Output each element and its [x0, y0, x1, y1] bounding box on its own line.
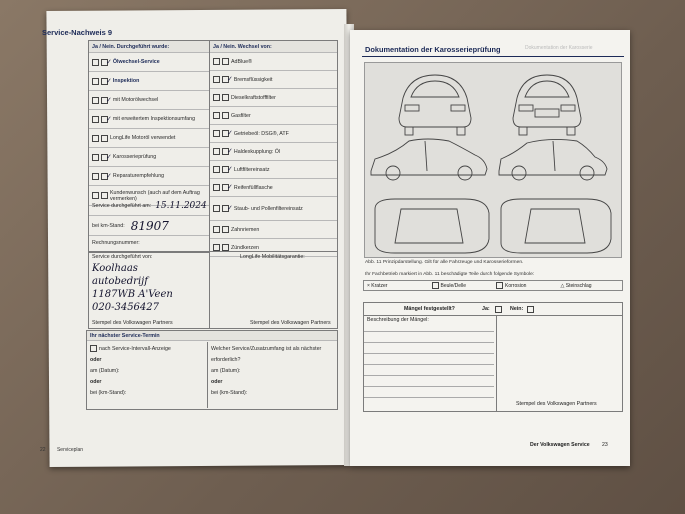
next-service-left-text: oder [90, 357, 102, 363]
next-service-left-text: bei (km-Stand): [90, 390, 127, 396]
right-page-footer-label: Der Volkswagen Service [530, 442, 590, 448]
performed-item-yes-checkbox[interactable] [92, 78, 99, 85]
service-date-row [89, 196, 209, 216]
service-date-value: 15.11.2024 [155, 200, 207, 211]
replaced-item-row [210, 125, 337, 143]
performed-column-header: Ja / Nein. Durchgeführt wurde: [89, 41, 209, 53]
next-service-header: Ihr nächster Service-Termin [87, 331, 337, 341]
stamp-block [88, 252, 338, 329]
description-line [364, 353, 494, 354]
stamp-label-left: Stempel des Volkswagen Partners [92, 320, 173, 326]
next-service-left-text: oder [90, 379, 102, 385]
replaced-item-yes-checkbox[interactable] [213, 184, 220, 191]
replaced-item-label: Bremsflüssigkeit [233, 76, 273, 83]
performed-item-check-mark: ✓ [106, 171, 112, 180]
performed-item-yes-checkbox[interactable] [92, 116, 99, 123]
defects-description-cell[interactable] [364, 315, 497, 411]
performed-item-label: Kundenwunsch (auch auf dem Auftrag vermerken) [110, 189, 200, 202]
handwritten-stamp [92, 262, 173, 314]
replaced-item-check-mark: ✓ [227, 165, 233, 173]
next-service-right-line [211, 377, 331, 388]
replaced-item-label: Luftfiltereinsatz [233, 166, 270, 173]
replaced-item-yes-checkbox[interactable] [213, 226, 220, 233]
performed-item-label: mit erweitertem Inspektionsumfang [112, 116, 196, 122]
replaced-item-label: Dieselkraftstofffilter [231, 94, 276, 101]
legend-corrosion: Korrosion [493, 282, 558, 289]
next-service-left-checkbox[interactable] [90, 345, 97, 352]
defects-label: Mängel festgestellt? [404, 306, 455, 312]
service-date-label: Service durchgeführt am: [92, 202, 152, 209]
performed-by-cell [89, 252, 210, 328]
defects-yes-label: Ja: [482, 306, 490, 312]
km-row [89, 216, 209, 236]
car-rear-view [399, 75, 471, 135]
next-service-right-line [211, 388, 331, 399]
performed-item-row [89, 53, 209, 72]
performed-item-row [89, 167, 209, 186]
replaced-item-check-mark: ✓ [227, 129, 233, 137]
car-top-view-hatchback [501, 199, 611, 253]
performed-item-label: Ölwechsel-Service [112, 59, 160, 65]
replaced-item-row [210, 143, 337, 161]
next-service-right-line [211, 344, 331, 366]
performed-item-label: Karosserieprüfung [112, 154, 157, 160]
left-page-footer-label: Serviceplan [56, 447, 84, 453]
replaced-item-yes-checkbox[interactable] [213, 130, 220, 137]
replaced-item-row [210, 197, 337, 221]
performed-item-check-mark: ✓ [106, 114, 112, 123]
performed-item-row [89, 148, 209, 167]
marking-instruction: Ihr Fachbetrieb markiert in Abb. 11 beschädigte Teile durch folgende Symbole: [365, 272, 535, 277]
replaced-item-row [210, 179, 337, 197]
next-service-left-text: am (Datum): [90, 368, 120, 374]
defects-form [363, 302, 623, 412]
next-service-left-line [90, 344, 171, 355]
description-line [364, 375, 494, 376]
right-page-number: 23 [602, 442, 608, 448]
replaced-item-label: Haldexkupplung: Öl [233, 148, 281, 155]
defects-yes-checkbox[interactable] [495, 306, 502, 313]
replaced-column-header: Ja / Nein. Wechsel von: [210, 41, 337, 53]
description-line [364, 397, 494, 398]
handwritten-stamp-line: Koolhaas [92, 263, 138, 274]
invoice-label: Rechnungsnummer: [92, 240, 140, 246]
replaced-item-no-checkbox[interactable] [222, 112, 229, 119]
left-page-footer [40, 447, 290, 453]
performed-item-label: mit Motorölwechsel [112, 97, 159, 103]
performed-item-label: Inspektion [112, 78, 140, 84]
legend-stone-chip: △ Steinschlag [560, 282, 592, 289]
faint-show-through-header: Dokumentation der Karosserie [525, 45, 593, 51]
performed-item-check-mark: ✓ [106, 152, 112, 161]
car-top-view-sedan [375, 199, 489, 253]
performed-item-yes-checkbox[interactable] [92, 97, 99, 104]
replaced-item-check-mark: ✓ [227, 147, 233, 155]
handwritten-stamp-line: 020-3456427 [92, 302, 160, 313]
replaced-item-check-mark: ✓ [227, 183, 233, 191]
replaced-item-yes-checkbox[interactable] [213, 244, 220, 251]
replaced-item-row [210, 53, 337, 71]
replaced-item-label: Reifenfüllflasche [233, 184, 273, 191]
replaced-item-label: Getriebeöl: DSG®, ATF [233, 130, 289, 137]
car-side-sedan [371, 139, 487, 180]
defects-no-checkbox[interactable] [527, 306, 534, 313]
replaced-item-row [210, 161, 337, 179]
car-diagram [364, 62, 622, 258]
next-service-right-text: bei (km-Stand): [211, 390, 248, 396]
service-record-title: Service-Nachweis 9 [42, 28, 113, 37]
defects-no-label: Nein: [510, 306, 524, 312]
next-service-left-line [90, 355, 171, 366]
car-diagram-svg [365, 63, 621, 257]
performed-item-row [89, 129, 209, 148]
performed-item-check-mark: ✓ [106, 95, 112, 104]
next-service-right-text: Welcher Service/Zusatzumfang ist als nächster erforderlich? [211, 346, 322, 363]
left-page-number: 22 [40, 447, 46, 453]
performed-item-check-mark: ✓ [106, 76, 112, 85]
replaced-item-label: Staub- und Pollenfiltereinsatz [233, 205, 303, 212]
handwritten-stamp-line: 1187WB A'Veen [92, 289, 173, 300]
replaced-item-row [210, 71, 337, 89]
next-service-left-line [90, 388, 171, 399]
description-line [364, 386, 494, 387]
next-service-right-line [211, 366, 331, 377]
performed-item-check-mark: ✓ [106, 57, 112, 66]
description-line [364, 342, 494, 343]
performed-item-label: LongLife Motoröl verwendet [110, 135, 176, 141]
replaced-column [210, 41, 337, 251]
replaced-item-row [210, 89, 337, 107]
description-line [364, 331, 494, 332]
next-service-left-line [90, 366, 171, 377]
next-service-block [86, 330, 338, 410]
replaced-item-no-checkbox[interactable] [222, 58, 229, 65]
damage-symbol-legend [363, 280, 623, 291]
replaced-item-yes-checkbox[interactable] [213, 148, 220, 155]
performed-item-yes-checkbox[interactable] [92, 173, 99, 180]
invoice-row [89, 236, 209, 250]
replaced-item-label: Gasfilter [231, 112, 251, 119]
replaced-item-label: Zahnriemen [231, 226, 260, 233]
performed-item-yes-checkbox[interactable] [92, 59, 99, 66]
replaced-item-no-checkbox[interactable] [222, 244, 229, 251]
performed-by-label: Service durchgeführt von: [92, 254, 153, 260]
performed-item-row [89, 91, 209, 110]
description-line [364, 364, 494, 365]
replaced-item-yes-checkbox[interactable] [213, 112, 220, 119]
replaced-item-yes-checkbox[interactable] [213, 205, 220, 212]
stamp-label-partner: Stempel des Volkswagen Partners [516, 401, 597, 407]
replaced-item-label: AdBlue® [231, 58, 252, 65]
performed-item-row [89, 72, 209, 91]
performed-item-label: Reparaturempfehlung [112, 173, 165, 179]
longlife-label: LongLife Mobilitätsgarantie: [240, 254, 305, 260]
replaced-item-check-mark: ✓ [227, 75, 233, 83]
performed-item-no-checkbox[interactable] [101, 135, 108, 142]
performed-item-yes-checkbox[interactable] [92, 154, 99, 161]
handwritten-stamp-line: autobedrijf [92, 276, 148, 287]
replaced-item-yes-checkbox[interactable] [213, 166, 220, 173]
next-service-right-text: oder [211, 379, 223, 385]
replaced-item-yes-checkbox[interactable] [213, 94, 220, 101]
title-rule [362, 56, 624, 57]
stamp-label-right: Stempel des Volkswagen Partners [250, 320, 331, 326]
replaced-item-yes-checkbox[interactable] [213, 76, 220, 83]
defects-description-label: Beschreibung der Mängel: [367, 317, 429, 323]
figure-caption: Abb. 11 Prinzipdarstellung. Gilt für alle Fahrzeuge und Karosserieformen. [365, 260, 524, 265]
km-label: bei km-Stand: [92, 222, 125, 229]
performed-item-row [89, 110, 209, 129]
next-service-right [208, 342, 336, 408]
km-value: 81907 [130, 218, 169, 233]
longlife-cell [210, 252, 337, 328]
performed-item-yes-checkbox[interactable] [92, 135, 99, 142]
next-service-right-text: am (Datum): [211, 368, 241, 374]
service-details-block [88, 196, 210, 253]
next-service-left-text: nach Service-Intervall-Anzeige [99, 346, 171, 352]
car-front-view [513, 75, 581, 135]
replaced-item-row [210, 107, 337, 125]
replaced-item-no-checkbox[interactable] [222, 226, 229, 233]
replaced-item-yes-checkbox[interactable] [213, 58, 220, 65]
replaced-item-no-checkbox[interactable] [222, 94, 229, 101]
body-inspection-title: Dokumentation der Karosserieprüfung [365, 45, 501, 54]
next-service-left [87, 342, 208, 408]
next-service-left-line [90, 377, 171, 388]
legend-scratch: × Kratzer [367, 282, 388, 289]
replaced-item-check-mark: ✓ [227, 204, 233, 212]
replaced-item-label: Zündkerzen [231, 244, 259, 251]
replaced-item-row [210, 221, 337, 239]
car-side-hatchback [499, 139, 607, 180]
legend-dent: Beule/Delle [429, 282, 494, 289]
